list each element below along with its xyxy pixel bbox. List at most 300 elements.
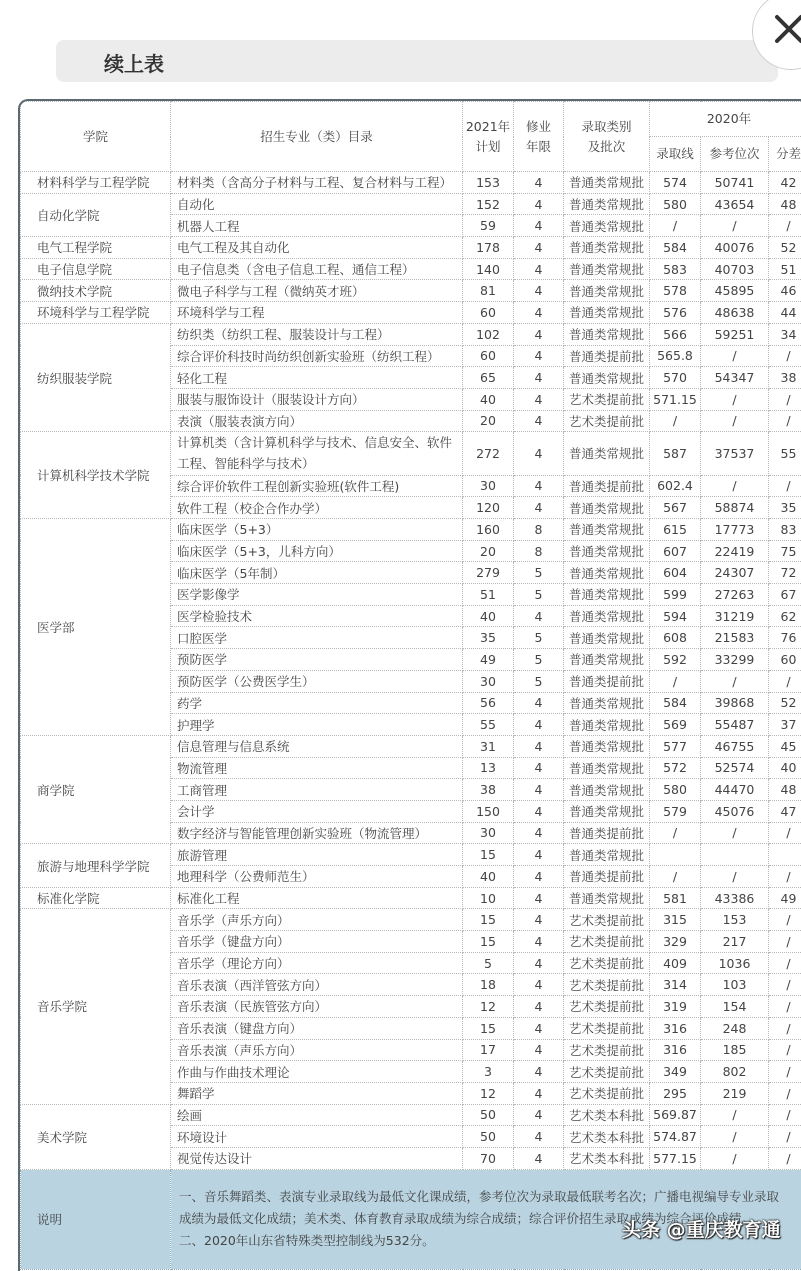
cell-rank: 44470 (701, 779, 769, 801)
cell-rank: / (701, 388, 769, 410)
cell-rank: / (701, 670, 769, 692)
cell-batch: 普通类常规批 (564, 540, 650, 562)
cell-batch: 艺术类本科批 (564, 1104, 650, 1126)
cell-diff: / (769, 215, 801, 237)
cell-years: 4 (514, 193, 564, 215)
cell-years: 4 (514, 215, 564, 237)
cell-batch: 普通类常规批 (564, 237, 650, 259)
cell-years: 5 (514, 649, 564, 671)
cell-diff: / (769, 388, 801, 410)
cell-batch: 普通类常规批 (564, 280, 650, 302)
cell-years: 8 (514, 519, 564, 541)
cell-years: 4 (514, 388, 564, 410)
cell-score: 577.15 (650, 1147, 701, 1169)
cell-major: 电子信息类（含电子信息工程、通信工程） (171, 258, 463, 280)
cell-rank: 59251 (701, 323, 769, 345)
cell-plan: 40 (463, 866, 514, 888)
cell-batch: 普通类提前批 (564, 475, 650, 497)
cell-diff: 45 (769, 735, 801, 757)
cell-score: / (650, 215, 701, 237)
cell-years: 4 (514, 410, 564, 432)
cell-diff: 52 (769, 692, 801, 714)
cell-score: 607 (650, 540, 701, 562)
cell-score: 565.8 (650, 345, 701, 367)
cell-plan: 12 (463, 1082, 514, 1104)
cell-major: 音乐表演（声乐方向） (171, 1039, 463, 1061)
cell-plan: 178 (463, 237, 514, 259)
cell-college: 电子信息学院 (21, 258, 171, 280)
cell-major: 绘画 (171, 1104, 463, 1126)
table-row (21, 237, 801, 259)
cell-plan: 40 (463, 605, 514, 627)
cell-college: 微纳技术学院 (21, 280, 171, 302)
cell-rank: 54347 (701, 367, 769, 389)
cell-batch: 普通类常规批 (564, 323, 650, 345)
cell-diff: 34 (769, 323, 801, 345)
cell-plan: 30 (463, 670, 514, 692)
cell-batch: 普通类常规批 (564, 735, 650, 757)
cell-diff: / (769, 1126, 801, 1148)
admission-table-container (18, 99, 801, 1271)
cell-major: 表演（服装表演方向） (171, 410, 463, 432)
cell-years: 4 (514, 172, 564, 194)
cell-batch: 艺术类提前批 (564, 974, 650, 996)
cell-college: 音乐学院 (21, 909, 171, 1104)
cell-years: 4 (514, 952, 564, 974)
cell-years: 4 (514, 887, 564, 909)
cell-score: 295 (650, 1082, 701, 1104)
cell-rank: 50741 (701, 172, 769, 194)
cell-rank: 31219 (701, 605, 769, 627)
cell-major: 音乐表演（民族管弦方向） (171, 996, 463, 1018)
cell-score: 578 (650, 280, 701, 302)
cell-major: 环境科学与工程 (171, 302, 463, 324)
cell-score: 584 (650, 237, 701, 259)
cell-batch: 普通类常规批 (564, 172, 650, 194)
cell-plan: 49 (463, 649, 514, 671)
cell-major: 服装与服饰设计（服装设计方向） (171, 388, 463, 410)
cell-plan: 15 (463, 1017, 514, 1039)
cell-plan: 17 (463, 1039, 514, 1061)
cell-years: 4 (514, 1017, 564, 1039)
cell-batch: 普通类常规批 (564, 714, 650, 736)
cell-plan: 55 (463, 714, 514, 736)
header-rank: 参考位次 (701, 137, 769, 172)
cell-rank: 40076 (701, 237, 769, 259)
cell-college: 商学院 (21, 735, 171, 843)
cell-diff: / (769, 931, 801, 953)
cell-score: 569.87 (650, 1104, 701, 1126)
cell-years: 4 (514, 605, 564, 627)
cell-diff: / (769, 1147, 801, 1169)
cell-score: / (650, 410, 701, 432)
cell-batch: 普通类提前批 (564, 866, 650, 888)
cell-rank: 43386 (701, 887, 769, 909)
cell-batch: 普通类常规批 (564, 497, 650, 519)
note-line-2: 二、2020年山东省特殊类型控制线为532分。 (179, 1230, 800, 1252)
cell-diff: / (769, 909, 801, 931)
cell-years: 8 (514, 540, 564, 562)
cell-batch: 普通类常规批 (564, 562, 650, 584)
table-row (21, 172, 801, 194)
cell-diff: 76 (769, 627, 801, 649)
cell-rank: / (701, 1147, 769, 1169)
cell-score: 592 (650, 649, 701, 671)
cell-rank: 217 (701, 931, 769, 953)
cell-years: 4 (514, 974, 564, 996)
header-2020: 2020年 (650, 102, 801, 137)
cell-batch: 普通类常规批 (564, 800, 650, 822)
cell-plan: 160 (463, 519, 514, 541)
cell-major: 物流管理 (171, 757, 463, 779)
cell-rank: 37537 (701, 432, 769, 475)
cell-diff: / (769, 822, 801, 844)
cell-plan: 3 (463, 1061, 514, 1083)
cell-major: 微电子科学与工程（微纳英才班） (171, 280, 463, 302)
cell-plan: 70 (463, 1147, 514, 1169)
cell-major: 药学 (171, 692, 463, 714)
cell-diff: 35 (769, 497, 801, 519)
cell-plan: 56 (463, 692, 514, 714)
header-score: 录取线 (650, 137, 701, 172)
cell-rank: 153 (701, 909, 769, 931)
cell-years: 4 (514, 258, 564, 280)
cell-plan: 272 (463, 432, 514, 475)
cell-diff: / (769, 475, 801, 497)
cell-score: 580 (650, 779, 701, 801)
cell-rank: 33299 (701, 649, 769, 671)
cell-major: 临床医学（5+3） (171, 519, 463, 541)
cell-plan: 20 (463, 540, 514, 562)
cell-batch: 普通类常规批 (564, 519, 650, 541)
cell-diff: / (769, 1061, 801, 1083)
cell-rank: 802 (701, 1061, 769, 1083)
cell-years: 4 (514, 1126, 564, 1148)
cell-plan: 31 (463, 735, 514, 757)
cell-score: 319 (650, 996, 701, 1018)
cell-years: 4 (514, 714, 564, 736)
cell-plan: 152 (463, 193, 514, 215)
cell-rank: 185 (701, 1039, 769, 1061)
cell-years: 4 (514, 757, 564, 779)
cell-years: 4 (514, 1147, 564, 1169)
cell-diff: / (769, 1017, 801, 1039)
cell-diff: / (769, 866, 801, 888)
table-row (21, 323, 801, 345)
cell-rank: / (701, 1126, 769, 1148)
cell-diff: 83 (769, 519, 801, 541)
cell-rank: 45076 (701, 800, 769, 822)
cell-rank: 55487 (701, 714, 769, 736)
cell-years: 4 (514, 909, 564, 931)
cell-score: 577 (650, 735, 701, 757)
header-plan: 2021年 计划 (463, 102, 514, 172)
cell-plan: 15 (463, 844, 514, 866)
cell-score: 615 (650, 519, 701, 541)
cell-diff: 40 (769, 757, 801, 779)
cell-major: 旅游管理 (171, 844, 463, 866)
cell-batch: 艺术类提前批 (564, 1061, 650, 1083)
header-batch: 录取类别 及批次 (564, 102, 650, 172)
cell-batch: 普通类提前批 (564, 822, 650, 844)
cell-batch: 普通类常规批 (564, 367, 650, 389)
cell-batch: 普通类常规批 (564, 432, 650, 475)
cell-years: 4 (514, 1104, 564, 1126)
table-row (21, 887, 801, 909)
cell-score: 574 (650, 172, 701, 194)
cell-plan: 65 (463, 367, 514, 389)
cell-plan: 13 (463, 757, 514, 779)
cell-score: 314 (650, 974, 701, 996)
cell-college: 计算机科学技术学院 (21, 432, 171, 519)
cell-rank: 103 (701, 974, 769, 996)
cell-diff: / (769, 952, 801, 974)
cell-major: 护理学 (171, 714, 463, 736)
cell-major: 地理科学（公费师范生） (171, 866, 463, 888)
cell-rank (701, 844, 769, 866)
cell-score: 349 (650, 1061, 701, 1083)
cell-score: 329 (650, 931, 701, 953)
cell-years: 4 (514, 345, 564, 367)
cell-batch: 普通类提前批 (564, 670, 650, 692)
table-row (21, 193, 801, 215)
cell-major: 预防医学 (171, 649, 463, 671)
cell-rank: / (701, 475, 769, 497)
cell-plan: 12 (463, 996, 514, 1018)
cell-diff: / (769, 974, 801, 996)
cell-plan: 50 (463, 1126, 514, 1148)
cell-major: 作曲与作曲技术理论 (171, 1061, 463, 1083)
title-bar (56, 40, 778, 82)
cell-score: 604 (650, 562, 701, 584)
cell-diff: / (769, 345, 801, 367)
cell-rank: 21583 (701, 627, 769, 649)
cell-plan: 153 (463, 172, 514, 194)
cell-batch: 普通类常规批 (564, 258, 650, 280)
cell-years: 5 (514, 584, 564, 606)
cell-years: 4 (514, 822, 564, 844)
cell-batch: 艺术类提前批 (564, 1082, 650, 1104)
cell-diff: 44 (769, 302, 801, 324)
cell-college: 环境科学与工程学院 (21, 302, 171, 324)
cell-years: 4 (514, 692, 564, 714)
cell-major: 自动化 (171, 193, 463, 215)
cell-rank: 22419 (701, 540, 769, 562)
cell-diff: 51 (769, 258, 801, 280)
cell-major: 软件工程（校企合作办学） (171, 497, 463, 519)
cell-batch: 普通类常规批 (564, 692, 650, 714)
cell-batch: 普通类常规批 (564, 757, 650, 779)
cell-batch: 普通类提前批 (564, 345, 650, 367)
cell-score: 587 (650, 432, 701, 475)
cell-plan: 30 (463, 475, 514, 497)
cell-batch: 普通类常规批 (564, 302, 650, 324)
cell-college: 纺织服装学院 (21, 323, 171, 431)
close-icon (773, 13, 801, 45)
cell-batch: 艺术类提前批 (564, 1017, 650, 1039)
cell-college: 自动化学院 (21, 193, 171, 236)
cell-score: 576 (650, 302, 701, 324)
cell-major: 视觉传达设计 (171, 1147, 463, 1169)
cell-diff: 46 (769, 280, 801, 302)
cell-batch: 艺术类提前批 (564, 410, 650, 432)
cell-plan: 18 (463, 974, 514, 996)
cell-plan: 102 (463, 323, 514, 345)
cell-years: 4 (514, 931, 564, 953)
cell-years: 4 (514, 475, 564, 497)
cell-major: 数字经济与智能管理创新实验班（物流管理） (171, 822, 463, 844)
cell-diff: 72 (769, 562, 801, 584)
cell-batch: 艺术类提前批 (564, 909, 650, 931)
cell-major: 工商管理 (171, 779, 463, 801)
cell-major: 音乐学（理论方向） (171, 952, 463, 974)
cell-diff: 49 (769, 887, 801, 909)
cell-plan: 59 (463, 215, 514, 237)
cell-rank: / (701, 215, 769, 237)
cell-rank: 43654 (701, 193, 769, 215)
admission-table (20, 101, 801, 1270)
cell-diff: 37 (769, 714, 801, 736)
cell-years: 4 (514, 367, 564, 389)
cell-years: 4 (514, 735, 564, 757)
cell-batch: 艺术类本科批 (564, 1147, 650, 1169)
cell-years: 4 (514, 996, 564, 1018)
cell-score: 581 (650, 887, 701, 909)
watermark: 头条 @重庆教育通 (622, 1215, 781, 1242)
cell-rank: 27263 (701, 584, 769, 606)
cell-rank: / (701, 822, 769, 844)
table-row (21, 844, 801, 866)
cell-major: 纺织类（纺织工程、服装设计与工程） (171, 323, 463, 345)
cell-score: 316 (650, 1039, 701, 1061)
table-row (21, 302, 801, 324)
cell-major: 计算机类（含计算机科学与技术、信息安全、软件工程、智能科学与技术） (171, 432, 463, 475)
cell-rank: / (701, 345, 769, 367)
cell-college: 材料科学与工程学院 (21, 172, 171, 194)
cell-major: 预防医学（公费医学生） (171, 670, 463, 692)
cell-major: 音乐表演（西洋管弦方向） (171, 974, 463, 996)
cell-years: 4 (514, 1082, 564, 1104)
cell-rank: 154 (701, 996, 769, 1018)
cell-rank: 1036 (701, 952, 769, 974)
cell-major: 机器人工程 (171, 215, 463, 237)
cell-major: 信息管理与信息系统 (171, 735, 463, 757)
cell-plan: 81 (463, 280, 514, 302)
header-college: 学院 (21, 102, 171, 172)
cell-score: 583 (650, 258, 701, 280)
cell-college: 美术学院 (21, 1104, 171, 1169)
cell-score (650, 844, 701, 866)
cell-plan: 51 (463, 584, 514, 606)
cell-score: 569 (650, 714, 701, 736)
cell-plan: 140 (463, 258, 514, 280)
cell-diff: 52 (769, 237, 801, 259)
cell-major: 综合评价软件工程创新实验班(软件工程) (171, 475, 463, 497)
cell-diff: 38 (769, 367, 801, 389)
cell-plan: 150 (463, 800, 514, 822)
cell-score: 572 (650, 757, 701, 779)
cell-score: 599 (650, 584, 701, 606)
cell-years: 5 (514, 670, 564, 692)
cell-rank: 40703 (701, 258, 769, 280)
cell-major: 音乐学（声乐方向） (171, 909, 463, 931)
cell-plan: 20 (463, 410, 514, 432)
cell-major: 轻化工程 (171, 367, 463, 389)
cell-diff: 62 (769, 605, 801, 627)
cell-diff: 47 (769, 800, 801, 822)
table-row (21, 519, 801, 541)
cell-major: 环境设计 (171, 1126, 463, 1148)
cell-rank: / (701, 1104, 769, 1126)
cell-years: 4 (514, 497, 564, 519)
cell-score: 574.87 (650, 1126, 701, 1148)
cell-diff: / (769, 670, 801, 692)
cell-years: 5 (514, 627, 564, 649)
cell-rank: 45895 (701, 280, 769, 302)
cell-diff: / (769, 996, 801, 1018)
cell-diff: 60 (769, 649, 801, 671)
cell-major: 音乐表演（键盘方向） (171, 1017, 463, 1039)
cell-batch: 普通类常规批 (564, 779, 650, 801)
cell-plan: 10 (463, 887, 514, 909)
cell-rank: 248 (701, 1017, 769, 1039)
cell-diff: 48 (769, 193, 801, 215)
cell-batch: 普通类常规批 (564, 215, 650, 237)
cell-diff: 42 (769, 172, 801, 194)
cell-plan: 60 (463, 345, 514, 367)
cell-batch: 普通类常规批 (564, 649, 650, 671)
cell-major: 医学检验技术 (171, 605, 463, 627)
cell-plan: 38 (463, 779, 514, 801)
table-row (21, 280, 801, 302)
cell-plan: 120 (463, 497, 514, 519)
cell-score: 602.4 (650, 475, 701, 497)
cell-college: 医学部 (21, 519, 171, 736)
cell-rank: / (701, 866, 769, 888)
cell-diff: / (769, 410, 801, 432)
cell-batch: 普通类常规批 (564, 605, 650, 627)
cell-score: 316 (650, 1017, 701, 1039)
header-major: 招生专业（类）目录 (171, 102, 463, 172)
cell-batch: 普通类常规批 (564, 193, 650, 215)
cell-plan: 50 (463, 1104, 514, 1126)
cell-diff: / (769, 1039, 801, 1061)
cell-score: / (650, 822, 701, 844)
cell-diff: 48 (769, 779, 801, 801)
cell-batch: 普通类常规批 (564, 844, 650, 866)
cell-score: 571.15 (650, 388, 701, 410)
cell-score: 409 (650, 952, 701, 974)
cell-years: 4 (514, 302, 564, 324)
cell-years: 4 (514, 1039, 564, 1061)
cell-batch: 普通类常规批 (564, 627, 650, 649)
cell-score: 584 (650, 692, 701, 714)
table-row (21, 735, 801, 757)
cell-college: 电气工程学院 (21, 237, 171, 259)
cell-batch: 艺术类本科批 (564, 1126, 650, 1148)
cell-years: 5 (514, 562, 564, 584)
cell-major: 医学影像学 (171, 584, 463, 606)
cell-plan: 30 (463, 822, 514, 844)
cell-plan: 40 (463, 388, 514, 410)
cell-major: 临床医学（5+3，儿科方向） (171, 540, 463, 562)
cell-plan: 279 (463, 562, 514, 584)
table-row (21, 1104, 801, 1126)
cell-batch: 艺术类提前批 (564, 388, 650, 410)
cell-score: 570 (650, 367, 701, 389)
cell-rank: 52574 (701, 757, 769, 779)
note-label: 说明 (21, 1169, 171, 1269)
